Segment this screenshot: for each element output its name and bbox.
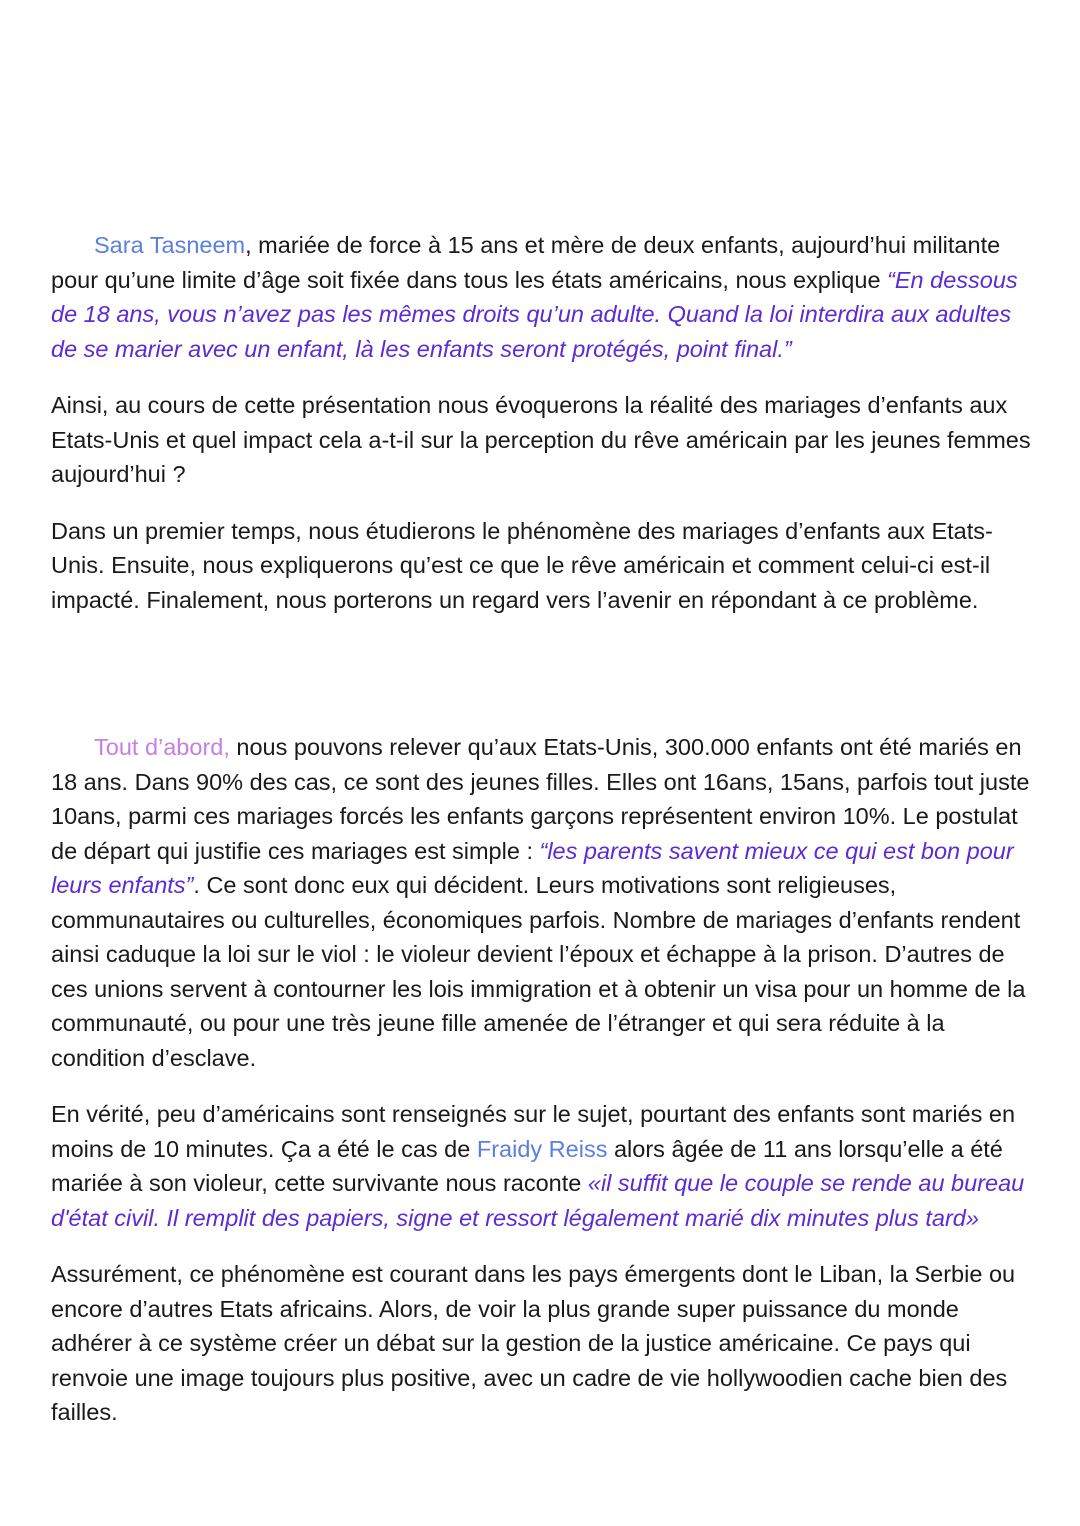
person-name-fraidy-reiss: Fraidy Reiss — [476, 1135, 608, 1162]
quote: «il suffit que le couple se rende au bureau d'état civil. Il remplit des papiers, signe et ressort légalement marié dix minutes plus tard» — [51, 1170, 1025, 1231]
paragraph-text: . Ce sont donc eux qui décident. Leurs motivations sont religieuses, communautaires ou culturelles, économiques parfois. Nombre de mariages d’enfants rendent ainsi caduque la loi sur le viol : le violeur devient l’époux et échappe à la prison. D’autres de ces unions servent à contourner les lois immigration et à obtenir un visa pour un homme de la communauté, ou pour une très jeune fille amenée de l’étranger et qui sera réduite à la condition d’esclave. — [51, 872, 1026, 1071]
document-body — [51, 228, 1033, 1452]
paragraph-problematique: Ainsi, au cours de cette présentation nous évoquerons la réalité des mariages d’enfants aux Etats-Unis et quel impact cela a-t-il sur la perception du rêve américain par les jeunes femmes aujourd’hui ? — [51, 392, 1031, 487]
paragraph-text: nous pouvons relever qu’aux Etats-Unis, 300.000 enfants ont été mariés en 18 ans. Dans 90% des cas, ce sont des jeunes filles. Elles ont 16ans, 15ans, parfois tout juste 10ans, parmi ces mariages forcés les enfants garçons représentent environ 10%. Le postulat de départ qui justifie ces mariages est simple : — [51, 734, 1030, 864]
paragraph-plan: Dans un premier temps, nous étudierons le phénomène des mariages d’enfants aux Etats-Unis. Ensuite, nous expliquerons qu’est ce que le rêve américain et comment celui-ci est-il impacté. Finalement, nous porterons un regard vers l’avenir en répondant à ce problème. — [51, 517, 993, 613]
paragraph-text: En vérité, peu d’américains sont renseignés sur le sujet, pourtant des enfants sont mariés en moins de 10 minutes. Ça a été le cas de — [51, 1101, 1016, 1162]
paragraph-text: , mariée de force à 15 ans et mère de deux enfants, aujourd’hui militante pour qu’une limite d’âge soit fixée dans tous les états américains, nous explique — [51, 232, 1001, 293]
paragraph-fraidy — [51, 1097, 1033, 1235]
spacer — [51, 639, 1033, 730]
quote: “En dessous de 18 ans, vous n’avez pas les mêmes droits qu’un adulte. Quand la loi interdira aux adultes de se marier avec un enfant, là les enfants seront protégés, point final.” — [51, 266, 1018, 362]
paragraph-conclusion: Assurément, ce phénomène est courant dans les pays émergents dont le Liban, la Serbie ou encore d’autres Etats africains. Alors, de voir la plus grande super puissance du monde adhérer à ce système créer un débat sur la gestion de la justice américaine. Ce pays qui renvoie une image toujours plus positive, avec un cadre de vie hollywoodien cache bien des failles. — [51, 1261, 1016, 1425]
paragraph-text: alors âgée de 11 ans lorsqu’elle a été mariée à son violeur, cette survivante nous raconte — [51, 1135, 1003, 1196]
quote: “les parents savent mieux ce qui est bon pour leurs enfants” — [51, 837, 1014, 898]
paragraph-part1 — [51, 730, 1033, 1075]
paragraph-intro — [51, 228, 1033, 366]
lead-phrase: Tout d’abord, — [94, 734, 230, 760]
person-name-sara-tasneem: Sara Tasneem — [94, 232, 246, 258]
